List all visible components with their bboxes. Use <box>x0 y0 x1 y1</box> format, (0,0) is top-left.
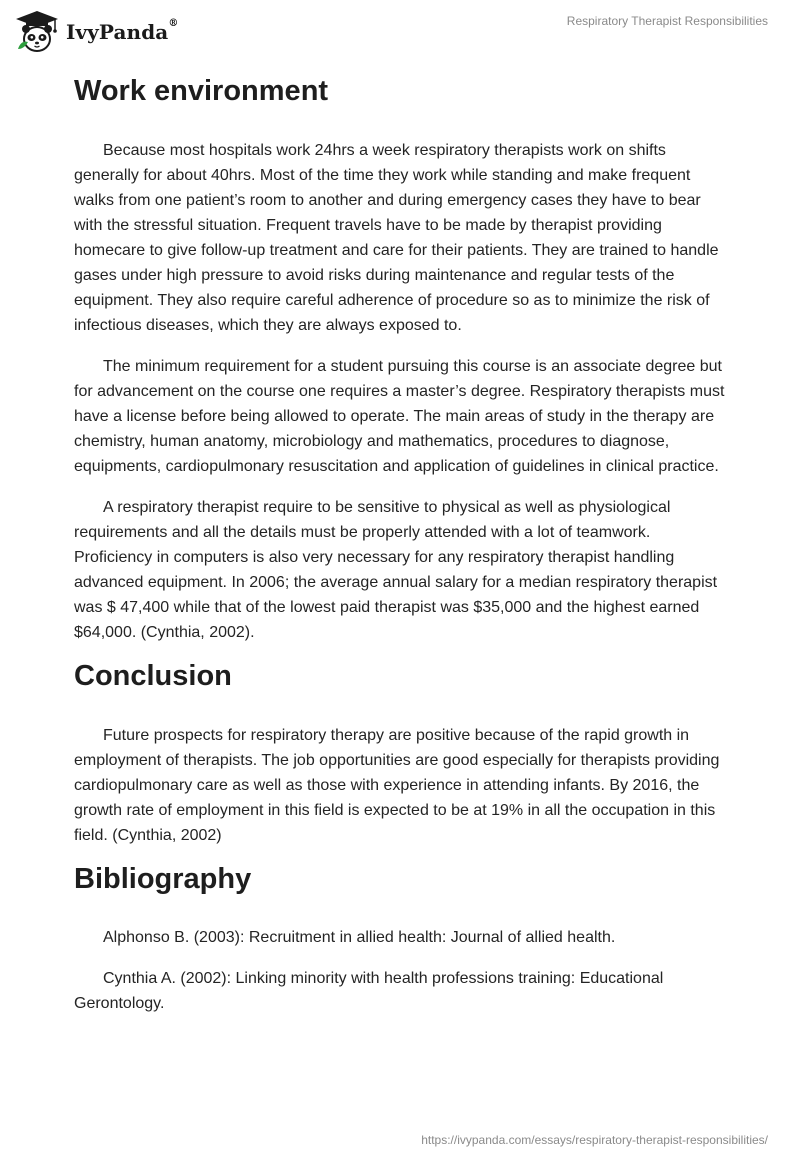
source-url-link[interactable]: https://ivypanda.com/essays/respiratory-therapist-responsibilities/ <box>421 1133 768 1147</box>
article-body <box>74 70 726 1016</box>
bibliography-entry-1: Alphonso B. (2003): Recruitment in allied health: Journal of allied health. <box>103 929 616 947</box>
bibliography-entry-2: Cynthia A. (2002): Linking minority with health professions training: Educational Gerontology. <box>74 970 664 1013</box>
conclusion-paragraph: Future prospects for respiratory therapy are positive because of the rapid growth in employment of therapists. The job opportunities are good especially for therapists providing cardiopulmonary care as well as those with experience in attending infants. By 2016, the growth rate of employment in this field is expected to be at 19% in all the occupation in this field. (Cynthia, 2002) <box>74 726 720 844</box>
work-paragraph-2: The minimum requirement for a student pursuing this course is an associate degree but for advancement on the course one requires a master’s degree. Respiratory therapists must have a license before being allowed to operate. The main areas of study in the therapy are chemistry, human anatomy, microbiology and mathematics, procedures to diagnose, equipments, cardiopulmonary resuscitation and application of guidelines in clinical practice. <box>74 357 725 475</box>
document-title: Respiratory Therapist Responsibilities <box>566 14 768 28</box>
heading-conclusion: Conclusion <box>74 659 232 692</box>
work-paragraph-3: A respiratory therapist require to be sensitive to physical as well as physiological requirements and all the details must be properly attended with a lot of teamwork. Proficiency in computers is also very necessary for any respiratory therapist handling advanced equipment. In 2006; the average annual salary for a median respiratory therapist was $ 47,400 while that of the lowest paid therapist was $35,000 and the highest earned $64,000. (Cynthia, 2002). <box>74 498 718 641</box>
page-header <box>0 0 800 60</box>
brand-name: IvyPanda® <box>66 18 179 44</box>
heading-work-environment: Work environment <box>74 75 329 107</box>
ivypanda-logo[interactable] <box>14 9 178 55</box>
work-paragraph-1: Because most hospitals work 24hrs a week respiratory therapists work on shifts generally for about 40hrs. Most of the time they work while standing and make frequent walks from one patient’s room to another and during emergency cases they have to bear with the stressful situation. Frequent travels have to be made by therapist providing homecare to give follow-up treatment and care for their patients. They are trained to handle gases under high pressure to avoid risks during maintenance and regular tests of the equipment. They also require careful adherence of procedure so as to minimize the risk of infectious diseases, which they are always exposed to. <box>74 141 719 334</box>
panda-graduate-icon <box>14 9 60 55</box>
registered-mark: ® <box>168 18 179 29</box>
heading-bibliography: Bibliography <box>74 862 252 895</box>
